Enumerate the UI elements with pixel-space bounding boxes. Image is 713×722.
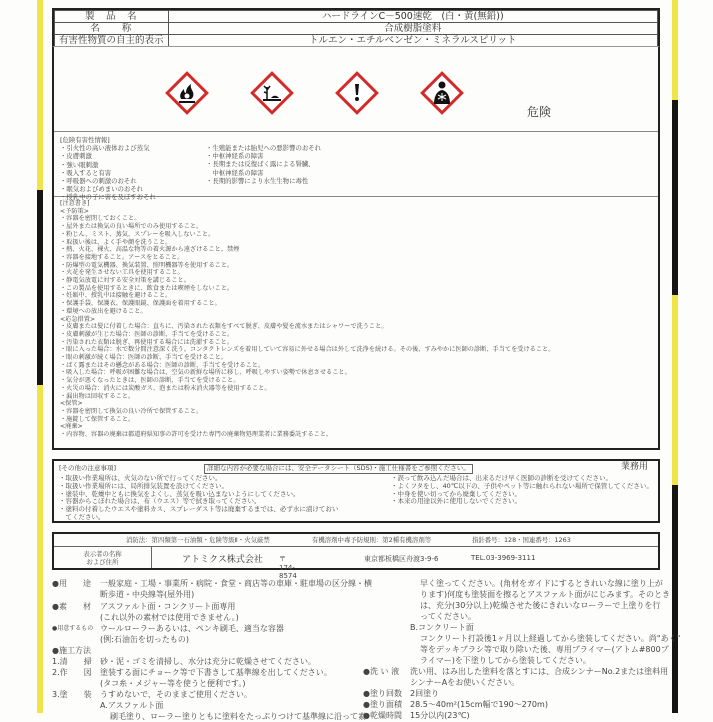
step3-text: うすめないで、そのままご使用ください。 <box>100 690 252 699</box>
material-key: ●素 材 <box>52 602 91 611</box>
maker-label-line: および住所 <box>86 558 119 566</box>
hazard-info-title: [危険有害性情報] <box>60 136 110 144</box>
list-item: ・防爆型の電気機器、換気装置、照明機器等を使用すること。 <box>60 261 234 269</box>
list-item: ・熱、火花、裸火、高温な物等の着火源から遠ざけること。禁煙 <box>60 246 240 254</box>
list-item: 中枢神経系の障害 <box>206 168 264 177</box>
list-item: ・容器を密閉しておくこと。 <box>60 215 141 223</box>
product-type: 合成樹脂塗料 <box>168 23 657 35</box>
list-item: ・火災の場合：消火には炭酸ガス、泡または粉末消火器等を使用すること。 <box>60 384 271 392</box>
response-title: <応急措置> <box>60 315 96 323</box>
list-item: ・ばく露またはその懸念がある場合：医師の診断、手当てを受けること。 <box>60 361 265 369</box>
list-item: ・吸入すると有害 <box>60 168 112 177</box>
list-item: ・取扱い作業場所は、火気のない所で行ってください。 <box>59 474 222 482</box>
list-item: ・長期または反復ばく露による腎臓、 <box>206 160 315 169</box>
asphalt-cont: ります)何度も塗装面を擦るとアスファルト面がにじみます。そのとき <box>420 590 670 599</box>
material-text: アスファルト面・コンクリート面専用 <box>100 602 236 611</box>
list-item: ・長期的影響により水生生物に毒性 <box>206 176 309 185</box>
list-item: ・保護手袋、保護衣、保護眼鏡、保護面を着用すること。 <box>60 300 221 308</box>
step1-text: 砂・泥・ゴミを清掃し、水分は充分に乾燥させてください。 <box>100 657 316 666</box>
asphalt-cont: ってください。 <box>420 612 476 621</box>
maker-city-address: 東京都板橋区舟渡3-9-6 <box>364 555 439 563</box>
list-item: ・呼吸器への刺激のおそれ <box>60 177 137 186</box>
list-item: ・中身を使い切ってから廃棄してください。 <box>391 489 521 498</box>
guide-un-numbers: 指針番号：128・国連番号：1263 <box>472 536 571 544</box>
list-item: ・容器からこぼれた場合は、布（ウエス）等で拭き取ってください。 <box>59 497 261 506</box>
step3-asphalt: A.アスファルト面 <box>100 701 164 710</box>
maker-label-line: 表示者の名称 <box>83 550 122 558</box>
hazardous-substances: トルエン・エチルベンゼン・ミネラルスピリット <box>168 35 657 47</box>
list-item: ・この製品を使用するときに、飲食または喫煙をしないこと。 <box>60 284 234 292</box>
list-item: ・粉じん、ミスト、蒸気、スプレーを吸入しないこと。 <box>60 230 215 238</box>
material-text: (これ以外の素材では使用できません。) <box>100 613 239 622</box>
list-item: ・汚染された衣類は脱ぎ、再使用する場合には洗濯すること。 <box>60 338 234 346</box>
list-item: ・取扱い後は、よく手や顔を洗うこと。 <box>60 238 172 246</box>
list-item: ・塗装中、乾燥中ともに換気をよくし、蒸気を吸い込まないようにしてください。 <box>59 489 300 498</box>
list-item: ・眼の刺激が続く場合：医師の診断、手当てを受けること。 <box>60 354 228 362</box>
commercial-use-badge: 業務用 <box>620 462 648 472</box>
row-key: 名 称 <box>55 23 169 35</box>
list-item: ・皮膚刺激 <box>60 152 92 161</box>
other-notes-title: [その他の注意事項] <box>59 464 117 472</box>
step3-key: 3.塗 装 <box>52 690 92 699</box>
row-key: 製 品 名 <box>55 11 169 23</box>
sds-note: 詳細な内容が必要な場合には、安全データシート（SDS)・施工仕様書をご参照ください。 <box>204 464 473 474</box>
maker-name: アトミクス株式会社 <box>182 555 263 565</box>
list-item: ・気分が悪くなったときは、医師の診断、手当てを受けること。 <box>60 377 240 385</box>
list-item: ・環境への放出を避けること。 <box>60 307 147 315</box>
use-text: 一般家庭・工場・事業所・病院・食堂・商店等の車庫・駐車場の区分線・横 <box>100 579 372 588</box>
step3-asphalt-text: 刷毛塗り、ローラー塗りともに塗料をたっぷりつけて基準線に沿って素 <box>110 712 366 721</box>
product-name: ハードラインC－500速乾 (白・黄(無鉛)) <box>168 11 657 23</box>
coats-key: ●塗り回数 <box>363 689 402 698</box>
disposal-title: <廃棄> <box>60 423 83 431</box>
area-key: ●塗り面積 <box>363 700 402 709</box>
fire-law: 消防法：第四類第一石油類・危険等級Ⅱ・火気厳禁 <box>126 536 270 544</box>
row-key: 有害性物質の自主的表示 <box>55 35 169 47</box>
list-item: ・生殖能または胎児への悪影響のおそれ <box>206 144 322 152</box>
list-item: ・火花を発生させない工具を使用すること。 <box>60 269 184 277</box>
asphalt-cont: は、充分(30分以上)乾燥させた後にきれいなローラーで上塗りを行 <box>420 601 661 610</box>
list-item: てください。 <box>59 512 105 521</box>
maker-zip: 〒174-8574 <box>279 555 297 580</box>
area-value: 28.5～40m²(15cm幅で190～270m) <box>410 700 548 709</box>
storage-title: <保管> <box>60 400 83 408</box>
list-item: ・容器を接地すること。アースをとること。 <box>60 253 184 261</box>
list-item: ・塗料の付着したウエスや塗料カス、スプレーダスト等は廃棄するまでは、必ず水に漬けておい <box>59 505 339 514</box>
list-item: ・強い眼刺激 <box>60 160 99 169</box>
method-title: ●施工方法 <box>52 646 91 655</box>
use-key: ●用 途 <box>52 579 91 588</box>
tools-text: (例:石油缶を切ったもの) <box>100 635 189 644</box>
list-item: ・漏出物は回収すること。 <box>60 392 135 400</box>
list-item: ・施錠して保管すること。 <box>60 415 135 423</box>
coats-value: 2回塗り <box>410 689 440 698</box>
tools-key: ●用意するもの <box>52 625 94 632</box>
list-item: ・吸入した場合：呼吸が困難な場合は、空気の新鮮な場所に移し、呼吸しやすい姿勢で休息させること。 <box>60 369 351 377</box>
signal-word: 危険 <box>527 105 552 119</box>
prevention-title: <予防策> <box>60 207 89 215</box>
list-item: ・取扱い作業場所には、局所排気装置を設けてください。 <box>59 481 228 490</box>
list-item: ・よくフタをし、40℃以下の、子供やペット等に触れられない場所で保管してください。 <box>391 481 653 490</box>
list-item: ・授乳中の子に害を及ぼすおそれ <box>60 193 156 202</box>
wash-text: シンナーAをお使いください。 <box>410 678 520 687</box>
list-item: ・皮膚刺激が生じた場合：医師の診断、手当てを受けること。 <box>60 330 234 338</box>
dry-value: 15分以内(23℃) <box>410 711 470 720</box>
precaution-title: [注意書き] <box>60 200 90 207</box>
step1-key: 1.清 掃 <box>52 657 92 666</box>
list-item: ・妊娠中、授乳中は接触を避けること。 <box>60 292 172 300</box>
solvent-law: 有機溶剤中毒予防規則：第2種有機溶剤等 <box>312 536 432 544</box>
step2-text: (タコ糸・メジャー等を使うと便利です。) <box>100 679 246 688</box>
list-item: ・皮膚または髪に付着した場合：直ちに、汚染された衣類をすべて脱ぎ、皮膚や髪を流水またはシャワーで洗うこと。 <box>60 323 388 331</box>
asphalt-cont: 早く塗ってください。(角材をガイドにするときれいな線に塗り上が <box>420 579 663 588</box>
use-text: 断歩道・中央線等(屋外用) <box>100 590 195 599</box>
list-item: ・本来の用途以外に使用しないでください。 <box>391 497 521 506</box>
concrete-title: B.コンクリート面 <box>410 623 474 632</box>
list-item: ・内容物、容器の廃棄は都道府県知事の許可を受けた専門の廃棄物処理業者に業務委託すること。 <box>60 431 333 439</box>
concrete-text: コンクリート打設後1ヶ月以上経過してから塗装してください。尚"あく" <box>420 634 681 643</box>
tools-text: ウールローラーあるいは、ペンキ刷毛、適当な容器 <box>100 624 284 633</box>
list-item: ・中枢神経系の障害 <box>206 152 264 161</box>
concrete-text: 等をデッキブラシ等で取り除いた後、専用プライマー(アトム#800プ <box>420 645 669 654</box>
concrete-text: ライマー)を下塗りしてから塗装してください。 <box>420 656 591 665</box>
list-item: ・静電気放電に対する安全対策を講じること。 <box>60 277 190 285</box>
list-item: ・誤って飲み込んだ場合は、出来るだけ早く医師の診断を受けてください。 <box>391 474 612 482</box>
list-item: ・容器を密閉して換気の良い冷所で保管すること。 <box>60 407 203 415</box>
list-item: ・眼に入った場合：水で数分間注意深く洗う。コンタクトレンズを着用していて容易に外せる場合は外して洗浄を続ける。その後、すみやかに医師の診断、手当てを受けること。 <box>60 346 555 354</box>
list-item: ・眠気およびめまいのおそれ <box>60 185 144 194</box>
list-item: ・屋外または換気の良い場所でのみ使用すること。 <box>60 223 203 231</box>
step2-text: 塗装する面にチョーク等で下書きして基準線を出してください。 <box>100 668 332 677</box>
dry-key: ●乾燥時間 <box>363 711 402 720</box>
list-item: ・引火性の高い液体および蒸気 <box>60 144 150 153</box>
maker-tel: TEL.03-3969-3111 <box>471 554 536 562</box>
wash-key: ●洗 い 液 <box>363 667 400 676</box>
step2-key: 2.作 図 <box>52 668 92 677</box>
wash-text: 洗い用、はみ出した塗料を落とすには、合成シンナーNo.2または塗料用 <box>410 667 669 676</box>
